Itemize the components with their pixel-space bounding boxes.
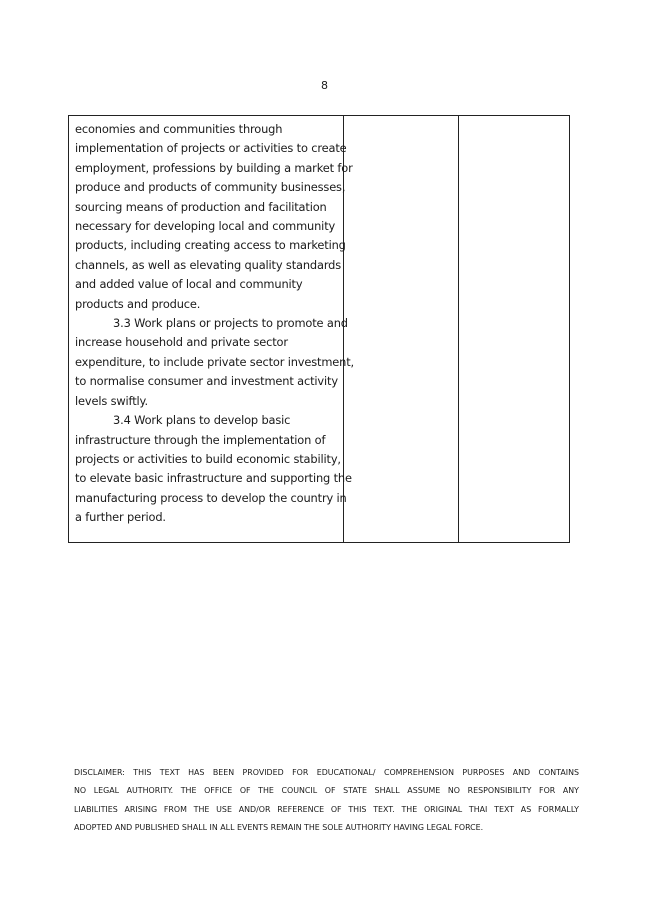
disclaimer-line: DISCLAIMER: THIS TEXT HAS BEEN PROVIDED FOR EDUCATIONAL/ COMPREHENSION PURPOSES AND CONTAINS	[74, 768, 579, 777]
disclaimer-line: ADOPTED AND PUBLISHED SHALL IN ALL EVENTS REMAIN THE SOLE AUTHORITY HAVING LEGAL FORCE.	[74, 823, 484, 833]
table-cell-empty-3	[458, 116, 569, 543]
text-line: employment, professions by building a market for	[75, 160, 353, 175]
text-line: channels, as well as elevating quality standards	[75, 257, 342, 272]
table-row	[69, 116, 570, 543]
disclaimer-line: NO LEGAL AUTHORITY. THE OFFICE OF THE COUNCIL OF STATE SHALL ASSUME NO RESPONSIBILITY FOR ANY	[74, 786, 579, 796]
content-table	[68, 115, 570, 543]
text-line: 3.3 Work plans or projects to promote and	[113, 316, 348, 331]
text-line: expenditure, to include private sector investment,	[75, 354, 354, 369]
text-line: economies and communities through	[75, 122, 283, 136]
text-line: products, including creating access to marketing	[75, 238, 346, 253]
disclaimer	[74, 764, 579, 838]
text-line: infrastructure through the implementation of	[75, 432, 326, 447]
cell-text-block	[69, 116, 354, 528]
text-line: implementation of projects or activities to create	[75, 141, 347, 156]
text-line: a further period.	[75, 510, 166, 525]
text-line: to normalise consumer and investment activity	[75, 374, 338, 389]
text-line: levels swiftly.	[75, 393, 148, 408]
disclaimer-line: LIABILITIES ARISING FROM THE USE AND/OR REFERENCE OF THIS TEXT. THE ORIGINAL THAI TEXT AS FORMALLY	[74, 804, 579, 814]
text-line: manufacturing process to develop the country in	[75, 490, 347, 505]
text-line: sourcing means of production and facilitation	[75, 199, 327, 214]
table-cell-description	[69, 116, 354, 543]
text-line: produce and products of community businesses,	[75, 180, 346, 195]
text-line: increase household and private sector	[75, 335, 288, 350]
text-line: 3.4 Work plans to develop basic	[113, 413, 291, 428]
page-number: 8	[321, 79, 328, 92]
text-line: to elevate basic infrastructure and supporting the	[75, 471, 352, 486]
table-cell-empty-2	[343, 116, 458, 543]
text-line: projects or activities to build economic stability,	[75, 451, 341, 466]
text-line: necessary for developing local and community	[75, 219, 336, 234]
text-line: products and produce.	[75, 296, 201, 311]
text-line: and added value of local and community	[75, 277, 303, 292]
